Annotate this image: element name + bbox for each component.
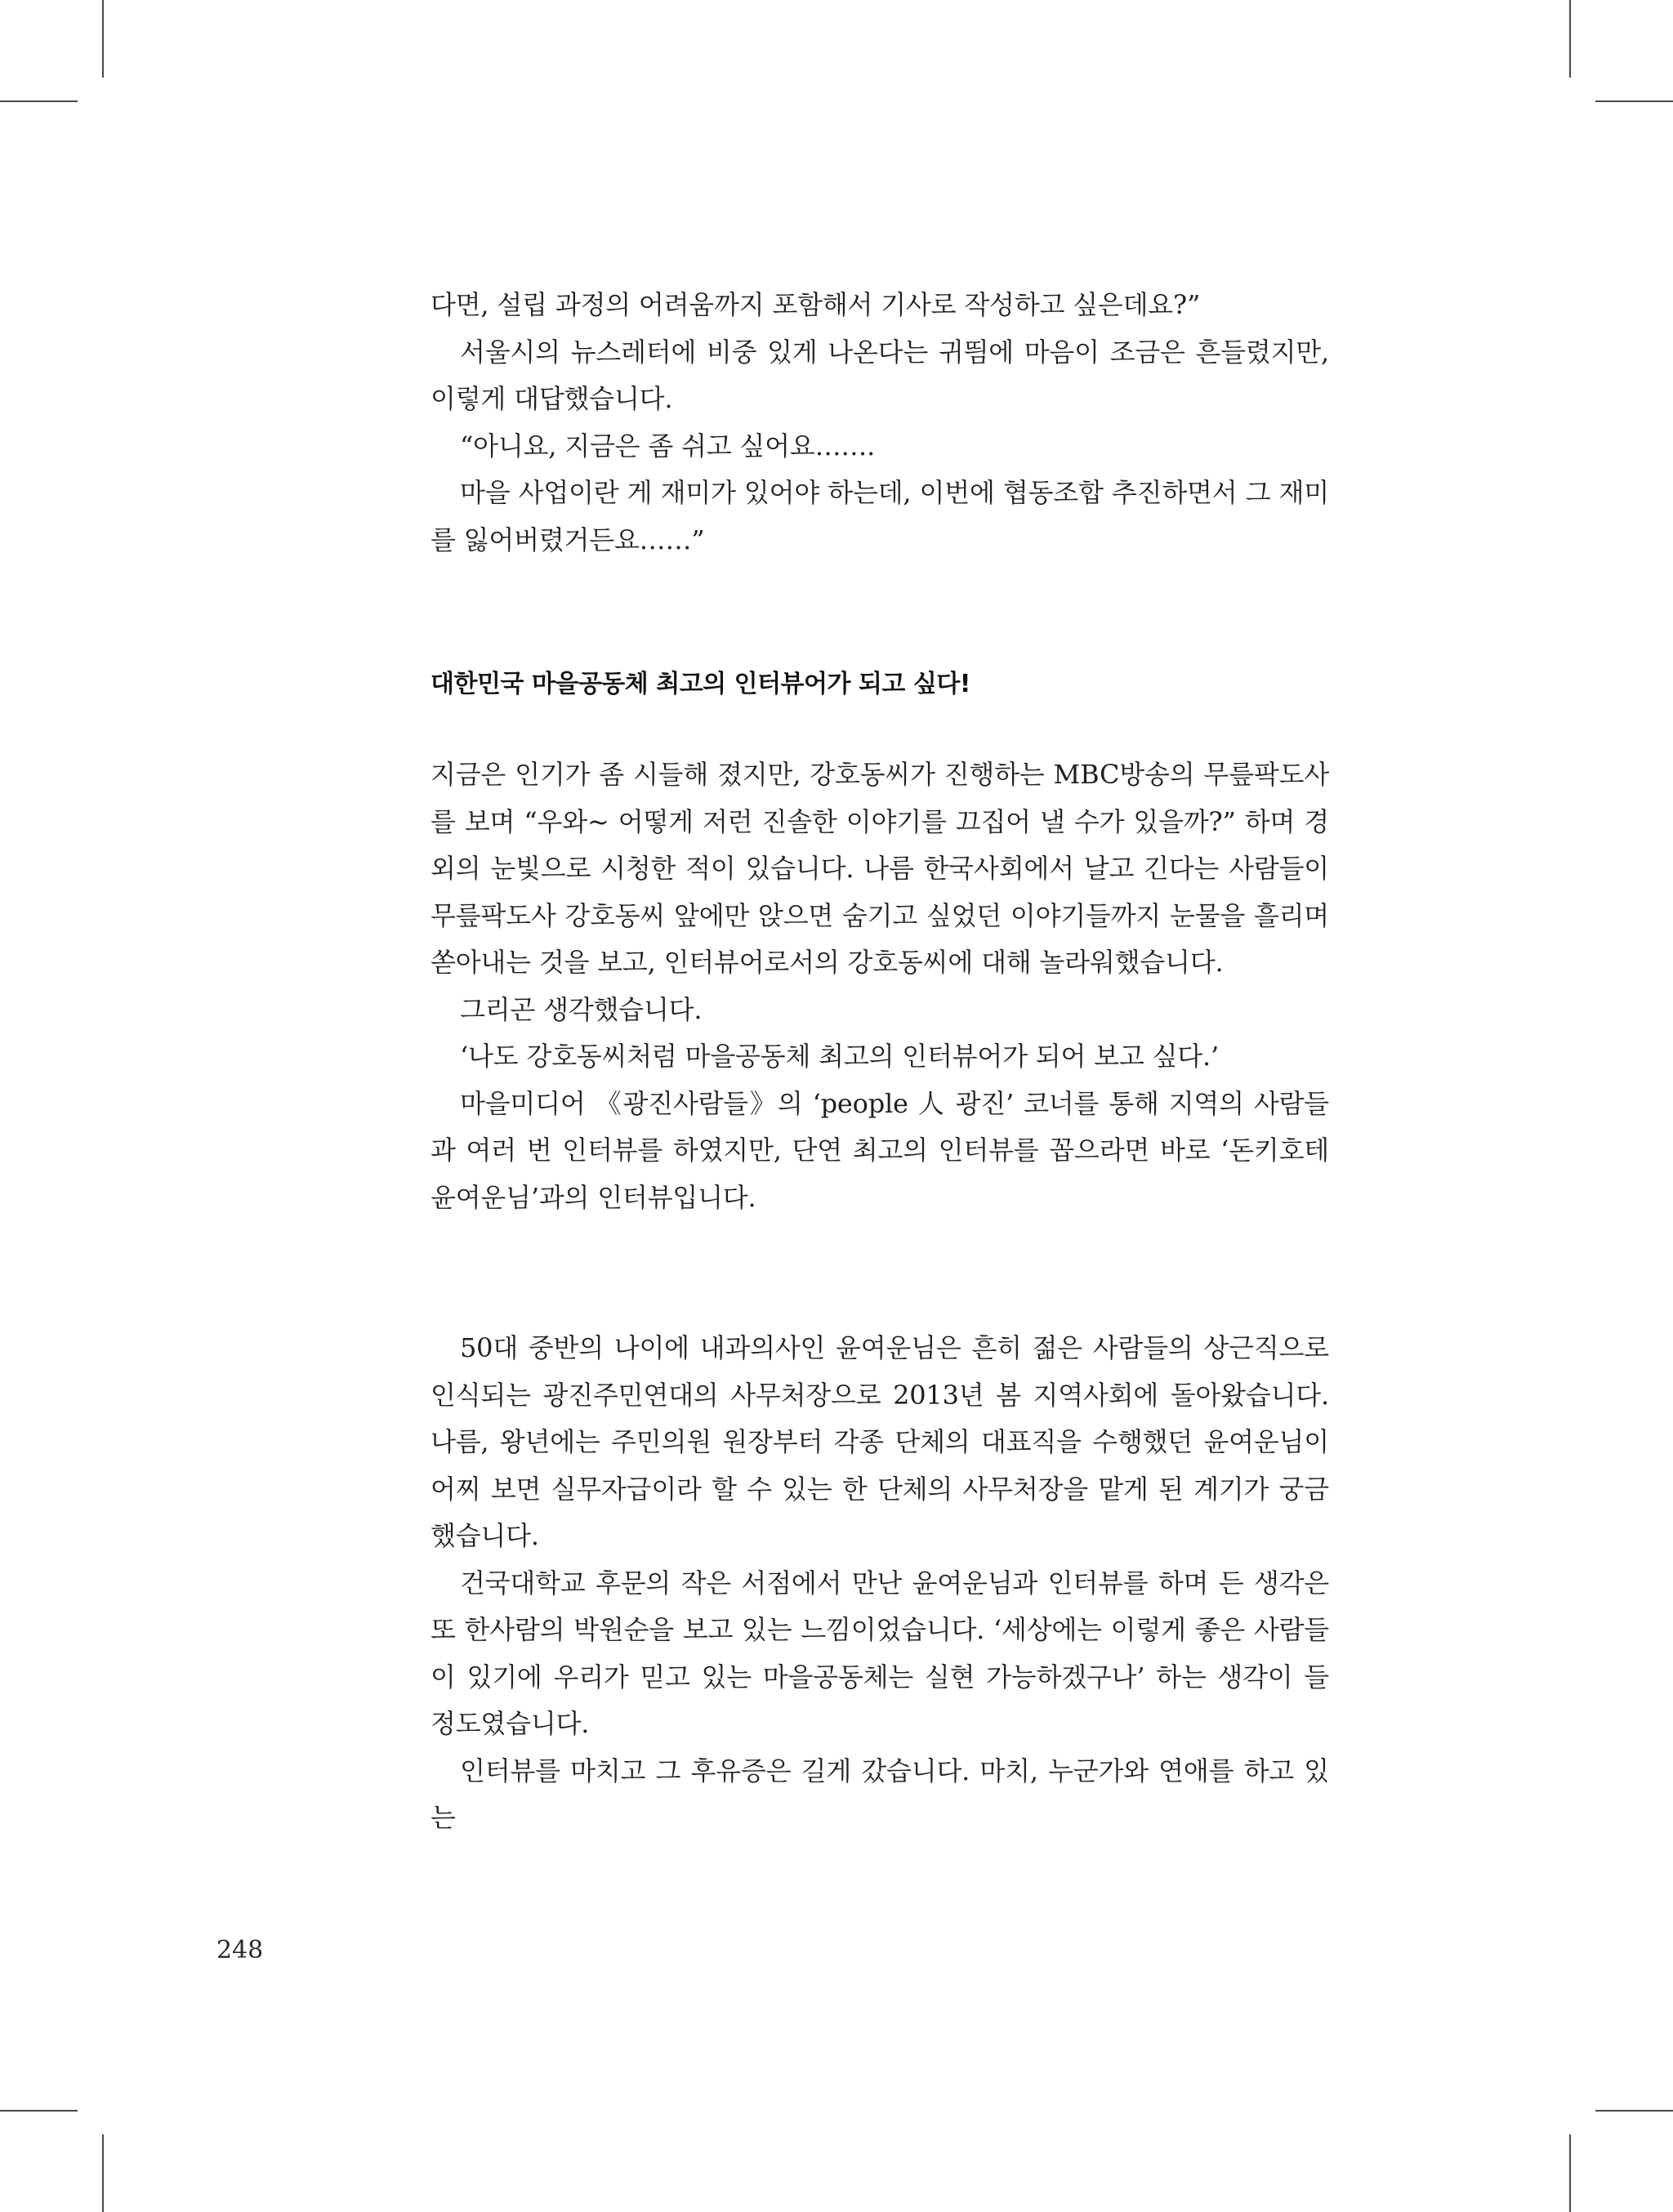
crop-mark-bottom-right-vertical bbox=[1569, 2134, 1571, 2212]
section-heading: 대한민국 마을공동체 최고의 인터뷰어가 되고 싶다! bbox=[431, 670, 970, 698]
paragraph: 다면, 설립 과정의 어려움까지 포함해서 기사로 작성하고 싶은데요?” bbox=[431, 289, 1201, 320]
crop-mark-bottom-right-horizontal bbox=[1595, 2110, 1673, 2112]
paragraph: ‘나도 강호동씨처럼 마을공동체 최고의 인터뷰어가 되어 보고 싶다.’ bbox=[460, 1041, 1219, 1072]
paragraph: 지금은 인기가 좀 시들해 졌지만, 강호동씨가 진행하는 MBC방송의 무릎팍도사를 보며 “우와~ 어떻게 저런 진솔한 이야기를 끄집어 낼 수가 있을까?” 하며 경외의 눈빛으로 시청한 적이 있습니다. 나름 한국사회에서 날고 긴다는 사람들이 무릎팍도사 강호동씨 앞에만 앉으면 숨기고 싶었던 이야기들까지 눈물을 흘리며 쏟아내는 것을 보고, 인터뷰어로서의 강호동씨에 대해 놀라워했습니다. bbox=[431, 759, 1329, 978]
body-text-bottom bbox=[431, 1325, 1329, 1842]
page-number: 248 bbox=[216, 1936, 264, 1964]
paragraph: “아니요, 지금은 좀 쉬고 싶어요……. bbox=[460, 430, 876, 462]
paragraph: 그리곤 생각했습니다. bbox=[460, 993, 703, 1025]
body-text-top bbox=[431, 282, 1329, 564]
crop-mark-bottom-left-vertical bbox=[102, 2134, 104, 2212]
paragraph: 건국대학교 후문의 작은 서점에서 만난 윤여운님과 인터뷰를 하며 든 생각은 또 한사람의 박원순을 보고 있는 느낌이었습니다. ‘세상에는 이렇게 좋은 사람들이 있기에 우리가 믿고 있는 마을공동체는 실현 가능하겠구나’ 하는 생각이 들 정도였습니다. bbox=[431, 1567, 1329, 1739]
paragraph: 인터뷰를 마치고 그 후유증은 길게 갔습니다. 마치, 누군가와 연애를 하고 있는 bbox=[431, 1755, 1329, 1833]
paragraph: 마을 사업이란 게 재미가 있어야 하는데, 이번에 협동조합 추진하면서 그 재미를 잃어버렸거든요……” bbox=[431, 477, 1329, 555]
paragraph: 마을미디어 《광진사람들》의 ‘people 人 광진’ 코너를 통해 지역의 사람들과 여러 번 인터뷰를 하였지만, 단연 최고의 인터뷰를 꼽으라면 바로 ‘돈키호테 윤여운님’과의 인터뷰입니다. bbox=[431, 1087, 1329, 1213]
crop-mark-top-right-horizontal bbox=[1595, 100, 1673, 102]
body-text-middle bbox=[431, 751, 1329, 1221]
crop-mark-top-left-horizontal bbox=[0, 100, 78, 102]
crop-mark-bottom-left-horizontal bbox=[0, 2110, 78, 2112]
paragraph: 50대 중반의 나이에 내과의사인 윤여운님은 흔히 젊은 사람들의 상근직으로 인식되는 광진주민연대의 사무처장으로 2013년 봄 지역사회에 돌아왔습니다. 나름, 왕년에는 주민의원 원장부터 각종 단체의 대표직을 수행했던 윤여운님이 어찌 보면 실무자급이라 할 수 있는 한 단체의 사무처장을 맡게 된 계기가 궁금했습니다. bbox=[431, 1332, 1329, 1551]
crop-mark-top-right-vertical bbox=[1569, 0, 1571, 78]
paragraph: 서울시의 뉴스레터에 비중 있게 나온다는 귀띔에 마음이 조금은 흔들렸지만, 이렇게 대답했습니다. bbox=[431, 336, 1329, 414]
crop-mark-top-left-vertical bbox=[102, 0, 104, 78]
